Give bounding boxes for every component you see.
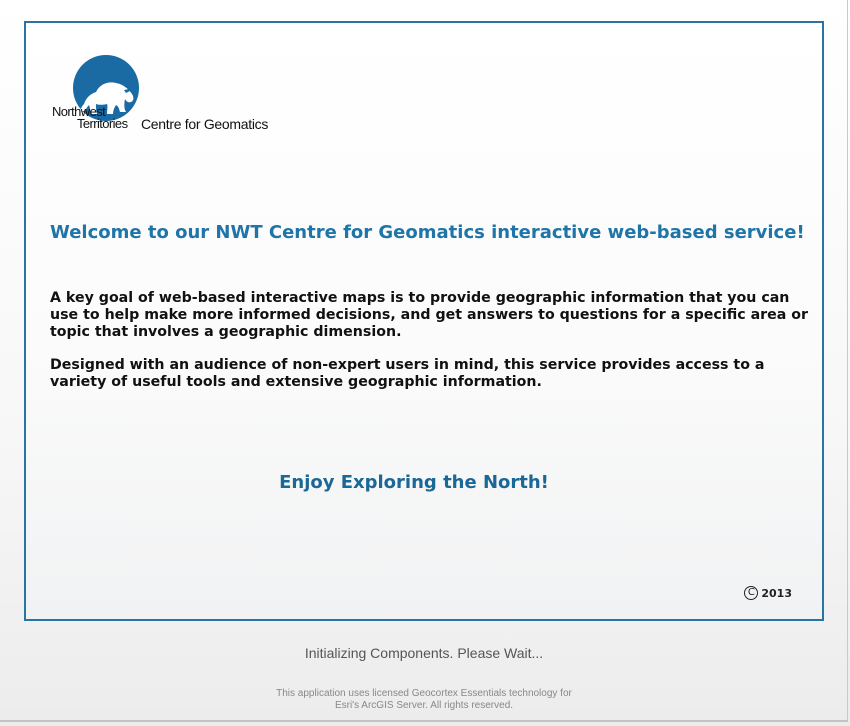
intro-paragraph-1: A key goal of web-based interactive maps is to provide geographic information that you can use to help make more informed decisions, and get answers to questions for a specific area or topic that involves a geographic dimension. [50, 290, 809, 340]
license-notice [0, 688, 848, 712]
nwt-logo [52, 54, 272, 134]
loading-status: Initializing Components. Please Wait... [304, 645, 544, 661]
enjoy-message: Enjoy Exploring the North! [279, 472, 549, 493]
copyright [744, 586, 792, 600]
logo-text-centre: Centre for Geomatics [141, 116, 269, 132]
license-line-2: Esri's ArcGIS Server. All rights reserved. [334, 700, 514, 711]
copyright-icon: C [744, 586, 758, 600]
copyright-year: 2013 [761, 586, 792, 600]
splash-panel [24, 21, 824, 621]
logo-text-northwest: Northwest [52, 104, 106, 119]
logo-text-territories: Territories [77, 116, 128, 131]
license-line-1: This application uses licensed Geocortex Essentials technology for [276, 688, 572, 699]
intro-paragraph-2: Designed with an audience of non-expert users in mind, this service provides access to a variety of useful tools and extensive geographic information. [50, 357, 765, 390]
welcome-title: Welcome to our NWT Centre for Geomatics interactive web-based service! [50, 222, 805, 243]
